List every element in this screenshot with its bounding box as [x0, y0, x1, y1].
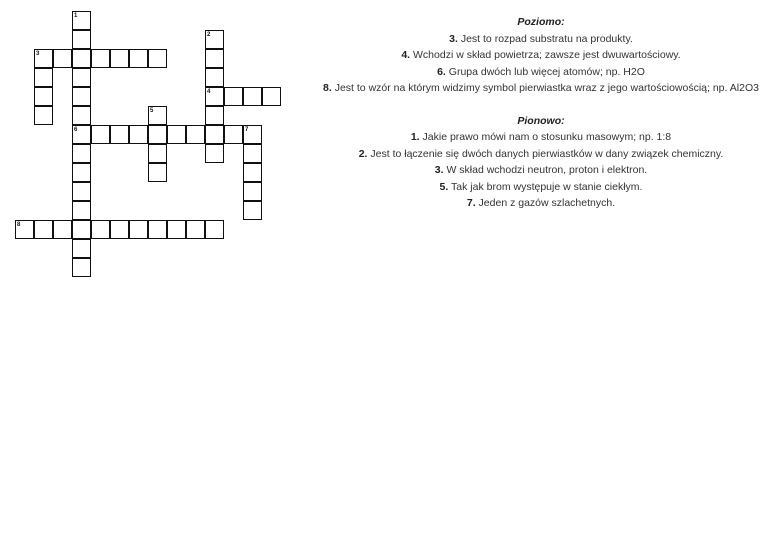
across-title: Poziomo: [517, 16, 565, 28]
cell-number: 4 [207, 89, 211, 95]
clue-number: 8. [323, 82, 332, 94]
crossword-cell[interactable] [205, 220, 224, 239]
across-clue-list [318, 31, 764, 97]
crossword-cell[interactable] [34, 68, 53, 87]
cell-number: 3 [36, 51, 40, 57]
clue-number: 6. [437, 65, 446, 78]
crossword-cell[interactable] [34, 49, 53, 68]
down-section [318, 113, 764, 212]
crossword-cell[interactable] [186, 220, 205, 239]
across-clue [318, 80, 764, 97]
across-clue [318, 47, 764, 64]
clue-number: 7. [466, 197, 476, 209]
across-clue [318, 31, 764, 48]
clue-text: Jest to wzór na którym widzimy symbol pierwiastka wraz z jego wartościowością; np. Al2O3 [334, 82, 759, 94]
down-clue-list [318, 129, 764, 212]
crossword-cell[interactable] [72, 11, 91, 30]
crossword-cell[interactable] [72, 258, 91, 277]
crossword-cell[interactable] [262, 87, 281, 106]
crossword-cell[interactable] [148, 106, 167, 125]
crossword-cell[interactable] [34, 220, 53, 239]
crossword-cell[interactable] [72, 144, 91, 163]
crossword-cell[interactable] [110, 220, 129, 239]
crossword-cell[interactable] [186, 125, 205, 144]
crossword-cell[interactable] [148, 125, 167, 144]
crossword-cell[interactable] [243, 163, 262, 182]
crossword-cell[interactable] [129, 220, 148, 239]
clue-text: W skład wchodzi neutron, proton i elektron. [446, 164, 648, 176]
clues-panel [318, 14, 764, 212]
clue-number: 3. [434, 164, 444, 176]
crossword-cell[interactable] [243, 201, 262, 220]
crossword-cell[interactable] [110, 49, 129, 68]
clue-text: Jeden z gazów szlachetnych. [478, 197, 616, 209]
crossword-cell[interactable] [72, 87, 91, 106]
crossword-cell[interactable] [72, 201, 91, 220]
crossword-cell[interactable] [148, 49, 167, 68]
crossword-cell[interactable] [205, 30, 224, 49]
clue-text: Jakie prawo mówi nam o stosunku masowym; np. 1:8 [422, 131, 672, 143]
crossword-cell[interactable] [205, 87, 224, 106]
crossword-cell[interactable] [148, 163, 167, 182]
down-clue [318, 129, 764, 146]
crossword-cell[interactable] [34, 106, 53, 125]
clue-number: 2. [358, 147, 368, 160]
crossword-cell[interactable] [34, 87, 53, 106]
crossword-cell[interactable] [53, 220, 72, 239]
clue-text: Grupa dwóch lub więcej atomów; np. H2O [448, 65, 645, 78]
crossword-cell[interactable] [148, 144, 167, 163]
down-clue [318, 146, 764, 163]
crossword-cell[interactable] [91, 49, 110, 68]
clue-number: 1. [410, 131, 420, 143]
cell-number: 6 [74, 127, 78, 133]
crossword-cell[interactable] [72, 30, 91, 49]
crossword-cell[interactable] [72, 163, 91, 182]
clue-number: 4. [401, 49, 411, 61]
across-clue [318, 64, 764, 81]
crossword-cell[interactable] [129, 49, 148, 68]
clue-number: 3. [449, 32, 458, 45]
cell-number: 1 [74, 13, 78, 19]
crossword-cell[interactable] [91, 125, 110, 144]
clue-text: Jest to rozpad substratu na produkty. [460, 32, 633, 45]
crossword-cell[interactable] [243, 87, 262, 106]
crossword-cell[interactable] [205, 125, 224, 144]
cell-number: 8 [17, 222, 21, 228]
crossword-cell[interactable] [205, 144, 224, 163]
crossword-cell[interactable] [72, 68, 91, 87]
clue-text: Tak jak brom występuje w stanie ciekłym. [451, 180, 643, 193]
cell-number: 5 [150, 108, 154, 114]
crossword-cell[interactable] [72, 125, 91, 144]
crossword-cell[interactable] [205, 49, 224, 68]
crossword-cell[interactable] [91, 220, 110, 239]
clue-text: Wchodzi w skład powietrza; zawsze jest dwuwartościowy. [413, 49, 681, 61]
cell-number: 7 [245, 127, 249, 133]
crossword-cell[interactable] [167, 220, 186, 239]
down-clue [318, 162, 764, 179]
clue-text: Jest to łączenie się dwóch danych pierwiastków w dany związek chemiczny. [370, 147, 724, 160]
crossword-cell[interactable] [205, 68, 224, 87]
across-section [318, 14, 764, 97]
crossword-cell[interactable] [224, 87, 243, 106]
down-title: Pionowo: [517, 114, 565, 127]
down-clue [318, 179, 764, 196]
crossword-cell[interactable] [205, 106, 224, 125]
crossword-cell[interactable] [167, 125, 186, 144]
crossword-cell[interactable] [72, 182, 91, 201]
clue-number: 5. [439, 180, 449, 193]
crossword-cell[interactable] [110, 125, 129, 144]
crossword-cell[interactable] [72, 239, 91, 258]
crossword-cell[interactable] [72, 49, 91, 68]
cell-number: 2 [207, 32, 211, 38]
crossword-cell[interactable] [53, 49, 72, 68]
crossword-cell[interactable] [72, 106, 91, 125]
down-clue [318, 195, 764, 212]
crossword-cell[interactable] [148, 220, 167, 239]
crossword-cell[interactable] [72, 220, 91, 239]
crossword-cell[interactable] [15, 220, 34, 239]
crossword-cell[interactable] [243, 144, 262, 163]
crossword-cell[interactable] [224, 125, 243, 144]
crossword-grid [0, 0, 300, 280]
crossword-cell[interactable] [129, 125, 148, 144]
crossword-cell[interactable] [243, 125, 262, 144]
crossword-cell[interactable] [243, 182, 262, 201]
